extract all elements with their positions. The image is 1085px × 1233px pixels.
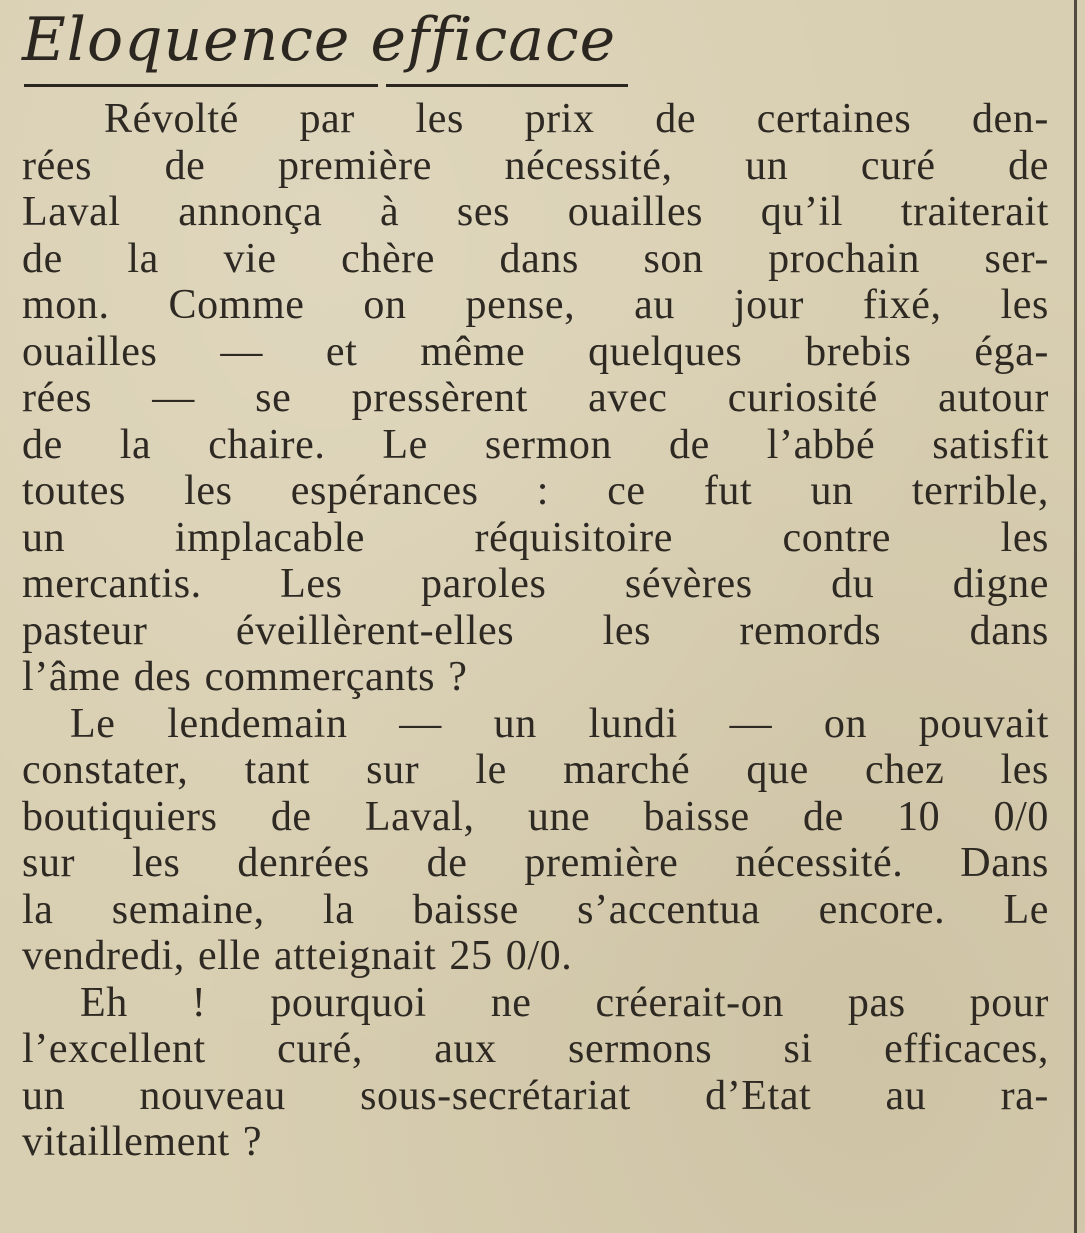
paragraph-2 <box>22 701 1049 980</box>
title-underline-left <box>24 84 378 87</box>
text-line: de la chaire. Le sermon de l’abbé satisfit <box>22 421 1049 468</box>
text-line: ouailles — et même quelques brebis éga- <box>22 328 1049 375</box>
next-article-title-cropped <box>22 1200 662 1233</box>
text-line: pasteur éveillèrent-elles les remords dans <box>22 607 1049 654</box>
text-line: sur les denrées de première nécessité. Dans <box>22 840 1049 886</box>
text-line: l’excellent curé, aux sermons si efficaces, <box>22 1026 1049 1072</box>
text-line: la semaine, la baisse s’accentua encore. Le <box>22 886 1049 933</box>
text-line: toutes les espérances : ce fut un terrible, <box>22 468 1049 514</box>
text-line: boutiquiers de Laval, une baisse de 10 0/0 <box>22 793 1049 840</box>
text-line: rées — se pressèrent avec curiosité autour <box>22 375 1049 421</box>
text-line: constater, tant sur le marché que chez les <box>22 747 1049 793</box>
text-line: rées de première nécessité, un curé de <box>22 142 1049 189</box>
paragraph-1 <box>22 96 1049 701</box>
text-line: un nouveau sous-secrétariat d’Etat au ra- <box>22 1072 1049 1119</box>
text-line: l’âme des commerçants ? <box>22 654 468 700</box>
paragraph-3 <box>22 980 1049 1166</box>
text-line: Révolté par les prix de certaines den- <box>104 96 1049 142</box>
article-title: Eloquence efficace <box>22 5 617 75</box>
text-line: Eh ! pourquoi ne créerait-on pas pour <box>80 979 1049 1026</box>
title-underline-right <box>386 84 628 87</box>
text-line: de la vie chère dans son prochain ser- <box>22 235 1049 282</box>
text-line: vitaillement ? <box>22 1119 263 1165</box>
text-line: vendredi, elle atteignait 25 0/0. <box>22 933 573 979</box>
text-line: un implacable réquisitoire contre les <box>22 514 1049 561</box>
text-line: mon. Comme on pense, au jour fixé, les <box>22 282 1049 328</box>
article-body <box>22 96 1049 1166</box>
column-divider-rule <box>1074 0 1077 1233</box>
text-line: Le lendemain — un lundi — on pouvait <box>70 700 1049 747</box>
text-line: Laval annonça à ses ouailles qu’il traiterait <box>22 189 1049 235</box>
text-line: mercantis. Les paroles sévères du digne <box>22 561 1049 607</box>
